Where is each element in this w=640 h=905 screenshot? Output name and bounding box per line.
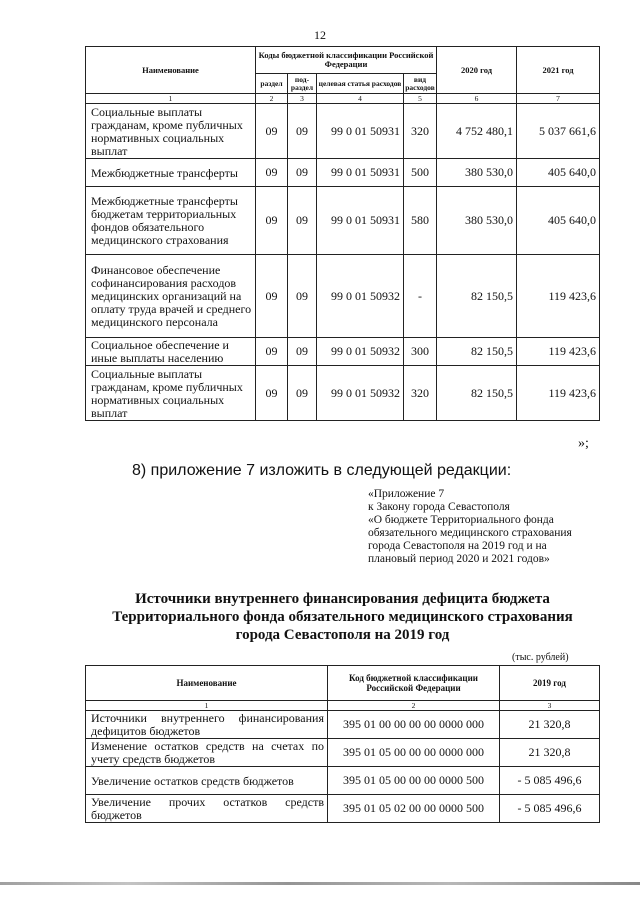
row-name: Увеличение остатков средств бюджетов [86, 767, 328, 795]
title-line: Территориального фонда обязательного медицинского страхования [112, 609, 573, 625]
row-section: 09 [256, 104, 288, 159]
row-target: 99 0 01 50931 [317, 104, 404, 159]
appendix-line: города Севастополя на 2019 год и на [368, 540, 547, 552]
col-index: 7 [517, 94, 600, 104]
scan-edge-artifact [0, 882, 640, 885]
col-name-header: Наименование [86, 666, 328, 701]
col-index: 2 [256, 94, 288, 104]
table-row [86, 366, 600, 421]
row-target: 99 0 01 50931 [317, 187, 404, 255]
row-value: 21 320,8 [500, 739, 600, 767]
row-type: 500 [404, 159, 437, 187]
row-subsection: 09 [288, 104, 317, 159]
table-row [86, 795, 600, 823]
row-code: 395 01 05 02 00 00 0000 500 [328, 795, 500, 823]
row-name: Социальное обеспечение и иные выплаты населению [86, 338, 256, 366]
row-section: 09 [256, 338, 288, 366]
row-section: 09 [256, 159, 288, 187]
row-subsection: 09 [288, 187, 317, 255]
col-index: 6 [437, 94, 517, 104]
row-2021: 119 423,6 [517, 338, 600, 366]
col-target-header: целевая статья расходов [317, 74, 404, 94]
amendment-item: 8) приложение 7 изложить в следующей редакции: [132, 462, 512, 479]
table-row [86, 104, 600, 159]
row-2021: 405 640,0 [517, 159, 600, 187]
row-target: 99 0 01 50932 [317, 366, 404, 421]
col-subsection-header: под- раздел [288, 74, 317, 94]
closing-quote: »; [578, 436, 589, 451]
table-row [86, 255, 600, 338]
expenditure-table [85, 46, 600, 421]
col-index: 1 [86, 701, 328, 711]
row-type: 580 [404, 187, 437, 255]
col-index: 3 [500, 701, 600, 711]
row-name: Финансовое обеспечение софинансирования расходов медицинских организаций на оплату труда врачей и среднего медицинского персонала [86, 255, 256, 338]
row-name: Межбюджетные трансферты [86, 159, 256, 187]
row-2020: 380 530,0 [437, 187, 517, 255]
appendix-line: «Приложение 7 [368, 488, 445, 500]
row-section: 09 [256, 366, 288, 421]
row-2020: 380 530,0 [437, 159, 517, 187]
row-2020: 4 752 480,1 [437, 104, 517, 159]
col-index: 1 [86, 94, 256, 104]
col-codes-header: Коды бюджетной классификации Российской Федерации [256, 47, 437, 74]
row-2020: 82 150,5 [437, 366, 517, 421]
row-2020: 82 150,5 [437, 255, 517, 338]
row-name: Увеличение прочих остатков средств бюджетов [86, 795, 328, 823]
row-code: 395 01 00 00 00 00 0000 000 [328, 711, 500, 739]
appendix-line: «О бюджете Территориального фонда [368, 514, 554, 526]
table-row [86, 187, 600, 255]
row-name: Социальные выплаты гражданам, кроме публичных нормативных социальных выплат [86, 366, 256, 421]
col-type-header: вид расходов [405, 74, 435, 92]
row-subsection: 09 [288, 338, 317, 366]
col-2020-header: 2020 год [437, 47, 517, 94]
section-title [85, 590, 600, 644]
title-line: Источники внутреннего финансирования дефицита бюджета [135, 591, 550, 607]
row-code: 395 01 05 00 00 00 0000 000 [328, 739, 500, 767]
row-code: 395 01 05 00 00 00 0000 500 [328, 767, 500, 795]
col-2021-header: 2021 год [517, 47, 600, 94]
row-target: 99 0 01 50932 [317, 338, 404, 366]
row-name: Изменение остатков средств на счетах по учету средств бюджетов [86, 739, 328, 767]
row-value: - 5 085 496,6 [500, 795, 600, 823]
row-value: - 5 085 496,6 [500, 767, 600, 795]
row-type: 300 [404, 338, 437, 366]
row-2021: 405 640,0 [517, 187, 600, 255]
table-row [86, 711, 600, 739]
row-subsection: 09 [288, 255, 317, 338]
table-row [86, 767, 600, 795]
col-code-header: Код бюджетной классификации Российской Федерации [328, 666, 500, 701]
row-name: Социальные выплаты гражданам, кроме публичных нормативных социальных выплат [86, 104, 256, 159]
row-name: Межбюджетные трансферты бюджетам территориальных фондов обязательного медицинского страхования [86, 187, 256, 255]
row-section: 09 [256, 187, 288, 255]
row-target: 99 0 01 50932 [317, 255, 404, 338]
col-index: 3 [288, 94, 317, 104]
row-type: 320 [404, 104, 437, 159]
appendix-reference [368, 488, 572, 566]
row-name: Источники внутреннего финансирования дефицитов бюджетов [86, 711, 328, 739]
row-value: 21 320,8 [500, 711, 600, 739]
row-target: 99 0 01 50931 [317, 159, 404, 187]
row-section: 09 [256, 255, 288, 338]
col-index: 2 [328, 701, 500, 711]
row-2020: 82 150,5 [437, 338, 517, 366]
page-number: 12 [314, 28, 326, 42]
col-index: 4 [317, 94, 404, 104]
column-index-row [86, 701, 600, 711]
col-2019-header: 2019 год [500, 666, 600, 701]
units-label: (тыс. рублей) [512, 652, 569, 663]
column-index-row [86, 94, 600, 104]
appendix-line: плановый период 2020 и 2021 годов» [368, 553, 550, 565]
row-subsection: 09 [288, 159, 317, 187]
row-type: 320 [404, 366, 437, 421]
row-type: - [404, 255, 437, 338]
row-subsection: 09 [288, 366, 317, 421]
col-section-header: раздел [256, 74, 288, 94]
title-line: города Севастополя на 2019 год [235, 627, 450, 643]
col-index: 5 [404, 94, 437, 104]
table-row [86, 739, 600, 767]
table-row [86, 159, 600, 187]
table-row [86, 338, 600, 366]
appendix-line: обязательного медицинского страхования [368, 527, 572, 539]
row-2021: 5 037 661,6 [517, 104, 600, 159]
row-2021: 119 423,6 [517, 366, 600, 421]
row-2021: 119 423,6 [517, 255, 600, 338]
col-name-header: Наименование [86, 47, 256, 94]
appendix-line: к Закону города Севастополя [368, 501, 510, 513]
financing-sources-table [85, 665, 600, 823]
